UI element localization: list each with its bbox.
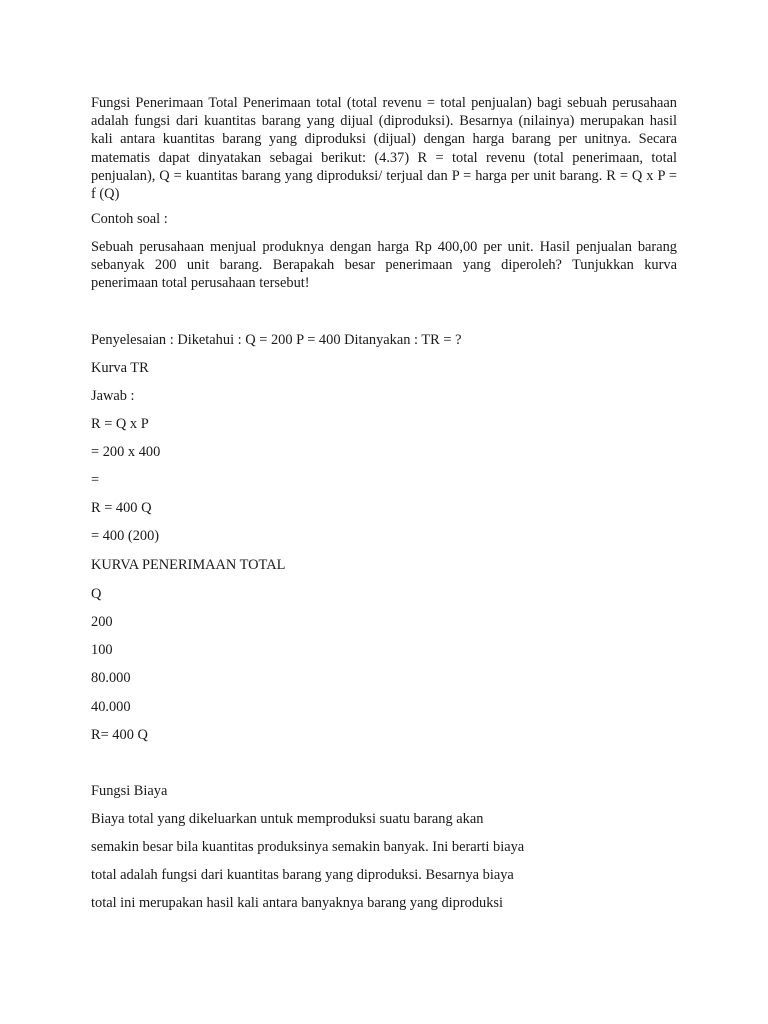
biaya-text-line: semakin besar bila kuantitas produksinya semakin banyak. Ini berarti biaya [91, 839, 525, 855]
penyelesaian-line: Penyelesaian : Diketahui : Q = 200 P = 400 Ditanyakan : TR = ? [91, 332, 462, 348]
kurva-tr-line: Kurva TR [91, 360, 149, 376]
intro-paragraph: Fungsi Penerimaan Total Penerimaan total (total revenu = total penjualan) bagi sebuah perusahaan adalah fungsi dari kuantitas barang yang dijual (diproduksi). Besarnya (nilainya) merupakan hasil kali antara kuantitas barang yang diproduksi (dijual) dengan harga barang per unitnya. Secara matematis dapat dinyatakan sebagai berikut: (4.37) R = total revenu (total penerimaan, total penjualan), Q = kuantitas barang yang diproduksi/ terjual dan P = harga per unit barang. R = Q x P = f (Q) [91, 95, 677, 203]
jawab-line: Jawab : [91, 388, 135, 404]
soal-paragraph: Sebuah perusahaan menjual produknya dengan harga Rp 400,00 per unit. Hasil penjualan barang sebanyak 200 unit barang. Berapakah besar penerimaan yang diperoleh? Tunjukkan kurva penerimaan total perusahaan tersebut! [91, 239, 677, 292]
r-function-line: R = 400 Q [91, 500, 152, 516]
calc-line: = 200 x 400 [91, 444, 161, 460]
biaya-text-line: total adalah fungsi dari kuantitas barang yang diproduksi. Besarnya biaya [91, 867, 514, 883]
q-label: Q [91, 586, 102, 602]
result-line: = 400 (200) [91, 528, 160, 544]
r-equation-line: R= 400 Q [91, 727, 148, 743]
value-line: 80.000 [91, 670, 131, 686]
fungsi-biaya-heading: Fungsi Biaya [91, 783, 168, 799]
value-line: 200 [91, 614, 113, 630]
biaya-text-line: Biaya total yang dikeluarkan untuk memproduksi suatu barang akan [91, 811, 484, 827]
formula-line: R = Q x P [91, 416, 149, 432]
value-line: 100 [91, 642, 113, 658]
value-line: 40.000 [91, 699, 131, 715]
contoh-soal-label: Contoh soal : [91, 211, 168, 227]
equals-line: = [91, 472, 100, 488]
kurva-heading: KURVA PENERIMAAN TOTAL [91, 557, 286, 573]
biaya-text-line: total ini merupakan hasil kali antara banyaknya barang yang diproduksi [91, 895, 504, 911]
